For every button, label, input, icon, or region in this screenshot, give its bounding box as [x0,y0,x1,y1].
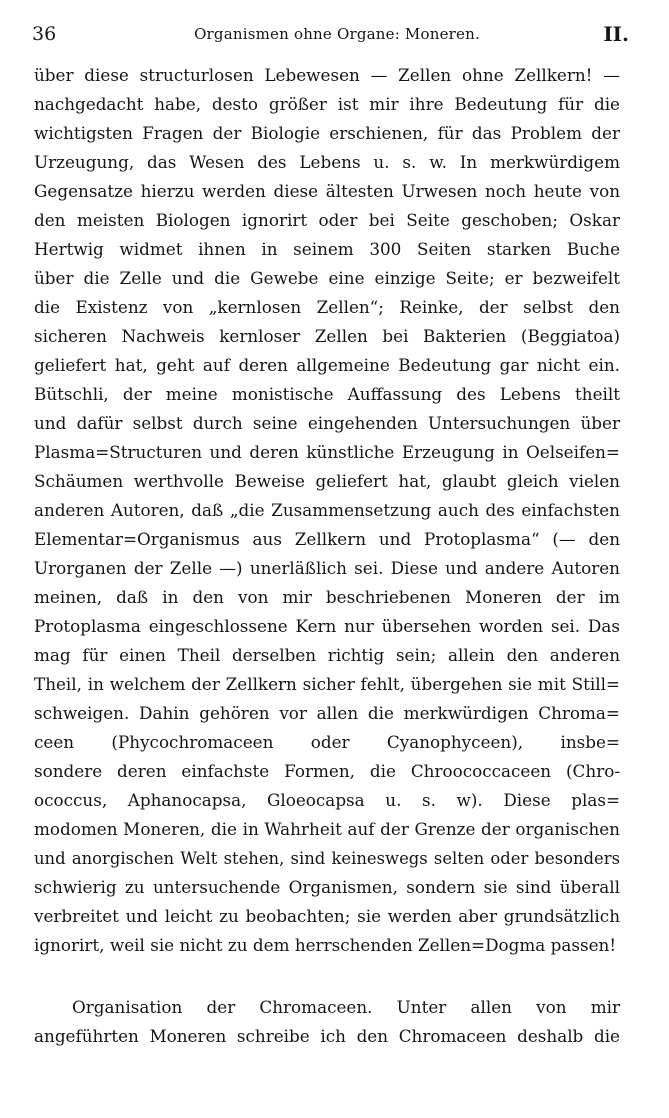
text-line: Plasma=Structuren und deren künstliche Erzeugung in Oelseifen= [34,442,620,462]
text-line: und dafür selbst durch seine eingehenden Untersuchungen über [34,413,620,433]
text-line: Urzeugung, das Wesen des Lebens u. s. w. In merkwürdigem [34,152,620,172]
text-line: wichtigsten Fragen der Biologie erschienen, für das Problem der [34,123,620,143]
text-line: anderen Autoren, daß „die Zusammensetzung auch des einfachsten [34,500,620,520]
text-line: und anorgischen Welt stehen, sind keineswegs selten oder besonders [34,849,620,868]
text-line: verbreitet und leicht zu beobachten; sie werden aber grundsätzlich [34,906,620,926]
text-line: sicheren Nachweis kernloser Zellen bei Bakterien (Beggiatoa) [34,326,620,346]
chapter-number: II. [603,22,629,46]
text-line: Schäumen werthvolle Beweise geliefert hat, glaubt gleich vielen [34,471,620,491]
text-line: nachgedacht habe, desto größer ist mir ihre Bedeutung für die [34,94,620,114]
text-line: sondere deren einfachste Formen, die Chroococcaceen (Chro- [34,761,620,781]
text-line: schwierig zu untersuchende Organismen, sondern sie sind überall [34,877,620,897]
page-header [32,20,629,48]
page-number: 36 [32,23,57,45]
text-line: mag für einen Theil derselben richtig sein; allein den anderen [34,645,620,665]
running-title: Organismen ohne Organe: Moneren. [194,25,480,43]
text-line: modomen Moneren, die in Wahrheit auf der Grenze der organischen [34,819,620,839]
text-line: geliefert hat, geht auf deren allgemeine Bedeutung gar nicht ein. [34,355,620,375]
text-line: angeführten Moneren schreibe ich den Chromaceen deshalb die [34,1026,620,1046]
text-line: Protoplasma eingeschlossene Kern nur übersehen worden sei. Das [34,616,620,636]
text-line: Urorganen der Zelle —) unerläßlich sei. Diese und andere Autoren [34,558,620,578]
text-line: Hertwig widmet ihnen in seinem 300 Seiten starken Buche [34,239,620,259]
text-line: ignorirt, weil sie nicht zu dem herrschenden Zellen=Dogma passen! [34,935,617,955]
text-line: Bütschli, der meine monistische Auffassung des Lebens theilt [34,384,620,404]
text-line: über diese structurlosen Lebewesen — Zellen ohne Zellkern! — [34,65,620,85]
text-line: ococcus, Aphanocapsa, Gloeocapsa u. s. w). Diese plas= [34,790,620,810]
text-line: Theil, in welchem der Zellkern sicher fehlt, übergehen sie mit Still= [34,674,620,694]
section-heading-line: Organisation der Chromaceen. Unter allen von mir [72,997,620,1017]
text-line: die Existenz von „kernlosen Zellen“; Reinke, der selbst den [34,297,620,317]
text-line: den meisten Biologen ignorirt oder bei Seite geschoben; Oskar [34,210,620,230]
text-line: meinen, daß in den von mir beschriebenen Moneren der im [34,587,620,607]
text-line: Elementar=Organismus aus Zellkern und Protoplasma“ (— den [34,529,620,549]
text-line: über die Zelle und die Gewebe eine einzige Seite; er bezweifelt [34,268,620,288]
text-line: ceen (Phycochromaceen oder Cyanophyceen), insbe= [34,732,620,752]
text-line: schweigen. Dahin gehören vor allen die merkwürdigen Chroma= [34,703,620,723]
text-line: Gegensatze hierzu werden diese ältesten Urwesen noch heute von [34,181,620,201]
